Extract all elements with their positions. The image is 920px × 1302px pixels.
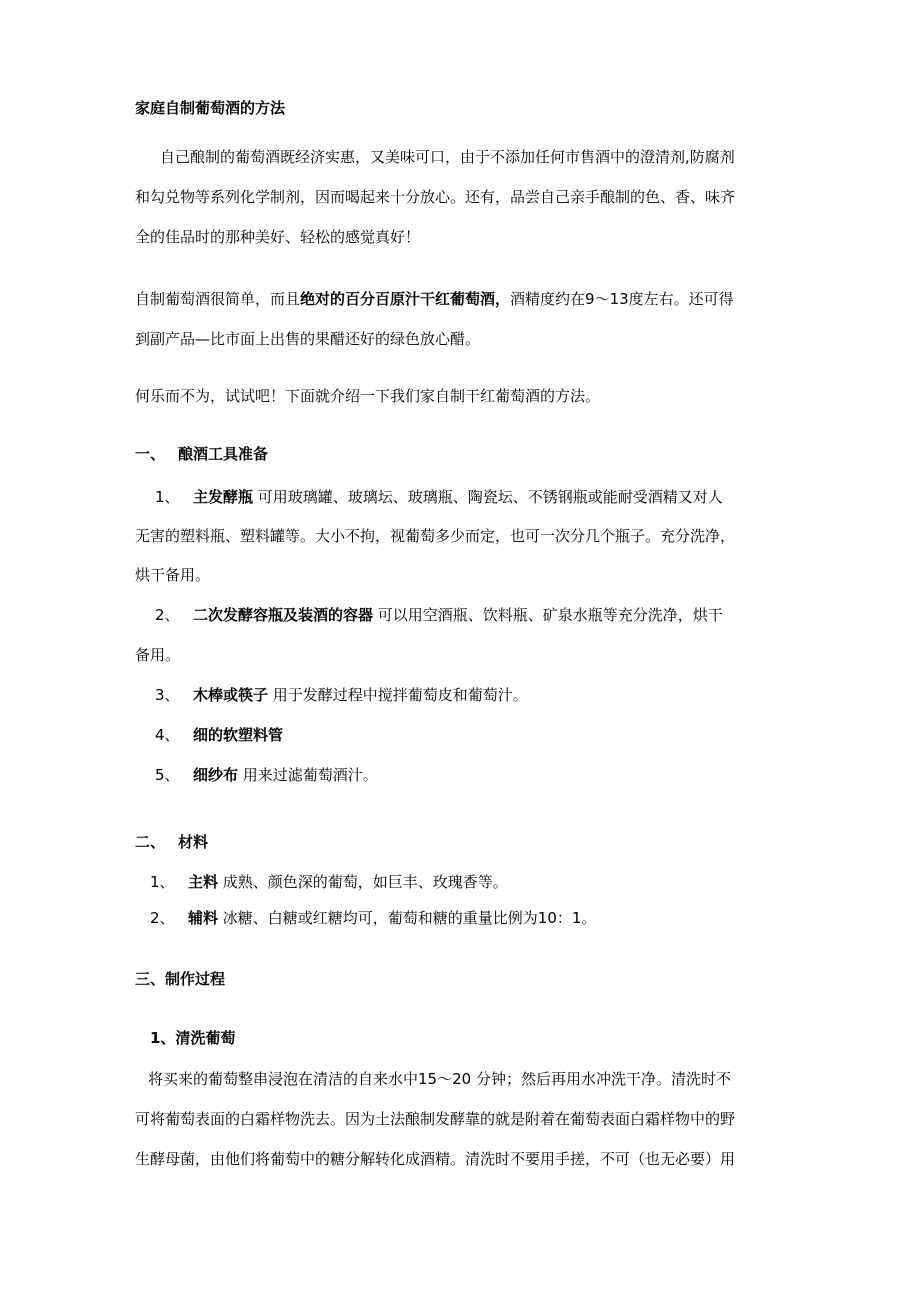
s1-item4-name: 细的软塑料管 bbox=[193, 726, 284, 744]
s1-item1-cont-1: 无害的塑料瓶、塑料罐等。大小不拘，视葡萄多少而定，也可一次分几个瓶子。充分洗净， bbox=[135, 527, 736, 545]
section3-title: 三、制作过程 bbox=[135, 970, 226, 988]
document-title: 家庭自制葡萄酒的方法 bbox=[135, 99, 286, 117]
section2-number: 二、 bbox=[135, 833, 166, 851]
s3-sub1-line-2: 可将葡萄表面的白霜样物洗去。因为土法酿制发酵靠的就是附着在葡萄表面白霜样物中的野 bbox=[135, 1110, 736, 1128]
s2-item2-name: 辅料 bbox=[188, 909, 219, 927]
para2-line-1 bbox=[135, 288, 734, 310]
s2-item1 bbox=[188, 871, 508, 893]
s2-item2-desc: 冰糖、白糖或红糖均可，葡萄和糖的重量比例为10：1。 bbox=[222, 909, 597, 927]
s1-item1 bbox=[193, 486, 723, 508]
intro-line-2: 和勾兑物等系列化学制剂，因而喝起来十分放心。还有，品尝自己亲手酿制的色、香、味齐 bbox=[135, 188, 736, 206]
s1-item5-number: 5、 bbox=[155, 766, 180, 784]
section1-number: 一、 bbox=[135, 445, 166, 463]
para2-text-a: 自制葡萄酒很简单，而且 bbox=[135, 290, 301, 308]
para2-bold-text: 绝对的百分百原汁干红葡萄酒， bbox=[300, 290, 511, 308]
s1-item4-number: 4、 bbox=[155, 726, 180, 744]
s1-item2-cont-1: 备用。 bbox=[135, 646, 181, 664]
s2-item2-number: 2、 bbox=[150, 909, 175, 927]
s1-item2-desc: 可以用空酒瓶、饮料瓶、矿泉水瓶等充分洗净，烘干 bbox=[377, 606, 723, 624]
s1-item5-name: 细纱布 bbox=[193, 766, 239, 784]
s1-item3 bbox=[193, 684, 528, 706]
s1-item3-number: 3、 bbox=[155, 686, 180, 704]
s1-item1-number: 1、 bbox=[155, 488, 180, 506]
para3: 何乐而不为，试试吧！下面就介绍一下我们家自制干红葡萄酒的方法。 bbox=[135, 387, 601, 405]
para2-line-2: 到副产品—比市面上出售的果醋还好的绿色放心醋。 bbox=[135, 330, 481, 348]
s2-item1-number: 1、 bbox=[150, 873, 175, 891]
intro-line-3: 全的佳品时的那种美好、轻松的感觉真好！ bbox=[135, 228, 421, 246]
s2-item2 bbox=[188, 907, 596, 929]
s3-sub1-line-3: 生酵母菌，由他们将葡萄中的糖分解转化成酒精。清洗时不要用手搓，不可（也无必要）用 bbox=[135, 1150, 736, 1168]
s1-item3-name: 木棒或筷子 bbox=[193, 686, 269, 704]
s1-item5 bbox=[193, 764, 378, 786]
s2-item1-desc: 成熟、颜色深的葡萄，如巨丰、玫瑰香等。 bbox=[222, 873, 508, 891]
s1-item1-name: 主发酵瓶 bbox=[193, 488, 254, 506]
s1-item1-cont-2: 烘干备用。 bbox=[135, 566, 211, 584]
para2-text-c: 酒精度约在9～13度左右。还可得 bbox=[510, 290, 734, 308]
s3-sub1-title: 1、清洗葡萄 bbox=[150, 1029, 236, 1047]
s1-item2-number: 2、 bbox=[155, 606, 180, 624]
s3-sub1-line-1: 将买来的葡萄整串浸泡在清洁的自来水中15～20 分钟；然后再用水冲洗干净。清洗时不 bbox=[148, 1070, 731, 1088]
s1-item3-desc: 用于发酵过程中搅拌葡萄皮和葡萄汁。 bbox=[272, 686, 528, 704]
s1-item2 bbox=[193, 604, 723, 626]
section2-title: 材料 bbox=[178, 833, 209, 851]
s1-item5-desc: 用来过滤葡萄酒汁。 bbox=[242, 766, 378, 784]
s2-item1-name: 主料 bbox=[188, 873, 219, 891]
s1-item1-desc: 可用玻璃罐、玻璃坛、玻璃瓶、陶瓷坛、不锈钢瓶或能耐受酒精又对人 bbox=[257, 488, 723, 506]
s1-item2-name: 二次发酵容瓶及装酒的容器 bbox=[193, 606, 374, 624]
section1-title: 酿酒工具准备 bbox=[178, 445, 269, 463]
intro-line-1: 自己酿制的葡萄酒既经济实惠，又美味可口，由于不添加任何市售酒中的澄清剂,防腐剂 bbox=[160, 148, 735, 166]
